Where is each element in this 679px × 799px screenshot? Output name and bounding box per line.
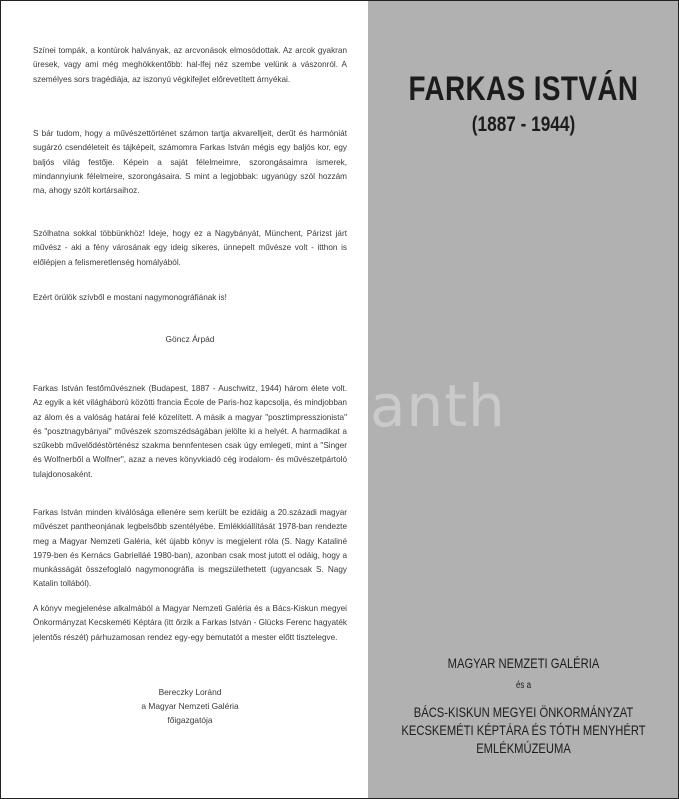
paragraph-5: Farkas István festőművésznek (Budapest, 1887 - Auschwitz, 1944) három élete volt. Az egyik a két világháború közötti francia École de Paris-hoz kapcsolja, és mindjobban az álom és a valóság határai felé közelített. A másik a magyar "posztimpresszionista" és "posztnagybányai" művészek szomszédságában jelölte ki a helyét. A harmadikat a szűkebb művelődéstörténész szakma bennfentesen csak úgy emlegeti, mint a "Singer és Wolfnerből a Wolfner", azaz a neves könyvkiadó cég irodalom- és művészetpártoló tulajdonosaként. [33, 384, 347, 479]
publisher-line-2: KECSKEMÉTI KÉPTÁRA ÉS TÓTH MENYHÉRT [401, 722, 646, 738]
paragraph-1: Színei tompák, a kontúrok halványak, az arcvonások elmosódottak. Az arcok gyakran üresek, vagy ami még meghökkentőbb: hal-lfej néz szembe velünk a vászonról. A személyes sors tragédiája, az iszonyú végkifejlet előrevetített árnyékai. [33, 46, 347, 84]
signature-bereczky-name: Bereczky Loránd [158, 687, 222, 697]
watermark-logo: anth [370, 372, 506, 440]
publisher-line-1: BÁCS-KISKUN MEGYEI ÖNKORMÁNYZAT [413, 704, 634, 720]
paragraph-4: Ezért örülök szívből e mostani nagymonográfiának is! [33, 293, 227, 302]
paragraph-3: Szólhatna sokkal többünkhöz! Ideje, hogy ez a Nagybányát, Münchent, Párizst járt művész - aki a fény városának egy ideig sikeres, ünnepelt művésze volt - itthon is előlépjen a felismeretlenség homályából. [33, 229, 347, 267]
artist-years: (1887 - 1944) [471, 113, 576, 136]
publisher-line-3: EMLÉKMÚZEUMA [476, 740, 571, 756]
paragraph-7: A könyv megjelenése alkalmából a Magyar Nemzeti Galéria és a Bács-Kiskun megyei Önkormányzat Kecskeméti Képtára (itt őrzik a Farkas István - Glücks Ferenc hagyaték jelentős részét) párhuzamosan rendez egy-egy bemutatót a mester előtt tisztelegve. [33, 604, 347, 642]
artist-title: FARKAS ISTVÁN [408, 70, 639, 108]
signature-bereczky-role: főigazgatója [167, 715, 213, 725]
signature-goncz: Göncz Árpád [165, 334, 215, 344]
signature-bereczky-title: a Magyar Nemzeti Galéria [141, 701, 239, 711]
publisher-connector: és a [515, 680, 532, 691]
publisher-mng: MAGYAR NEMZETI GALÉRIA [447, 655, 600, 671]
paragraph-2: S bár tudom, hogy a művészettörténet számon tartja akvarelljeit, derűt és harmóniát sugárzó csendéleteit és tájképeit, számomra Farkas István mégis egy baljós kor, egy baljós világ festője. Képein a saját félelmeimre, szorongásaimra ismerek, mindannyiunk félelmeire, szorongásaira. S mint a legjobbak: ugyanúgy szól hozzám ma, ahogy szólt kortársaihoz. [33, 129, 347, 196]
paragraph-6: Farkas István minden kiválósága ellenére sem került be ezidáig a 20.századi magyar művészet pantheonjának legbelsőbb szentélyébe. Emlékkiállítását 1978-ban rendezte meg a Magyar Nemzeti Galéria, két újabb könyv is megjelent róla (S. Nagy Kataliné 1979-ben és Kernács Gabrielláé 1980-ban), azonban csak most jutott el odáig, hogy a munkásságát összefoglaló nagymonográfia is megszülethetett (ugyancsak S. Nagy Katalin tollából). [33, 508, 347, 589]
